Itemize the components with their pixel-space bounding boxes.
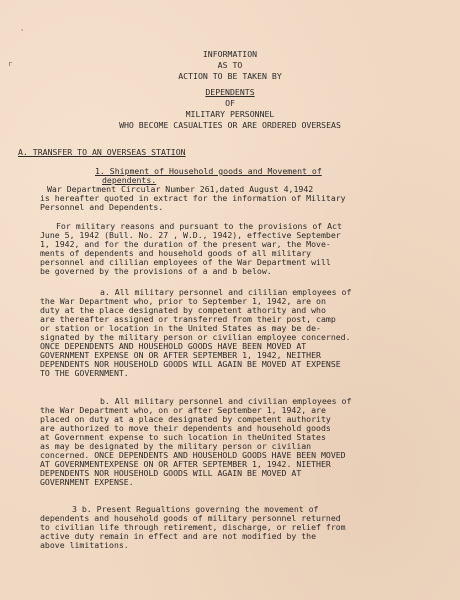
header-line-4: DEPENDENTS bbox=[205, 87, 255, 97]
para-a-line-8: GOVERNMENT EXPENSE ON OR AFTER SEPTEMBER 1, 1942, NEITHER bbox=[40, 350, 321, 360]
para-b-line-9: DEPENDENTS NOR HOUSEHOLD GOODS WILL AGAIN BE MOVED AT bbox=[40, 468, 302, 478]
para-a-line-7: ONCE DEPENDENTS AND HOUSEHOLD GOODS HAVE BEEN MOVED AT bbox=[40, 341, 307, 351]
para-b-line-6: as may be designated by the military person or civilian bbox=[40, 441, 312, 451]
p2-line-5: personnel and cililian employees of the War Department will bbox=[40, 257, 331, 267]
header-line-3: ACTION TO BE TAKEN BY bbox=[178, 71, 282, 81]
p2-line-1: For military reasons and pursuant to the provisions of Act bbox=[56, 221, 342, 231]
para-a-line-4: are thereafter assigned or transferred from their post, camp bbox=[40, 314, 336, 324]
para-b-line-7: concerned. ONCE DEPENDENTS AND HOUSEHOLD GOODS HAVE BEEN MOVED bbox=[40, 450, 346, 460]
para-a-line-9: DEPENDENTS NOR HOUSEHOLD GOODS WILL AGAIN BE MOVED AT EXPENSE bbox=[40, 359, 341, 369]
margin-mark: r bbox=[8, 60, 13, 68]
p2-line-6: be governed by the provisions of a and b below. bbox=[40, 266, 272, 276]
header-line-2: AS TO bbox=[217, 60, 243, 70]
para-b-line-5: at Government expense to such location in theUnited States bbox=[40, 432, 326, 442]
p2-line-3: 1, 1942, and for the duration of the present war, the Move- bbox=[40, 239, 331, 249]
para-a-line-2: the War Department who, prior to September 1, 1942, are on bbox=[40, 296, 326, 306]
p2-line-4: ments of dependents and household goods of all military bbox=[40, 248, 312, 258]
p1-line-2: is hereafter quoted in extract for the information of Military bbox=[40, 193, 346, 203]
para-a-line-1: a. All military personnel and cililian employees of bbox=[100, 287, 352, 297]
header-line-1: INFORMATION bbox=[202, 49, 258, 59]
para-3b-line-2: dependents and household goods of military personnel returned bbox=[40, 513, 341, 523]
para-b-line-1: b. All military personnel and civilian employees of bbox=[100, 396, 352, 406]
p1-line-3: Personnel and Dependents. bbox=[40, 202, 164, 212]
para-3b-line-3: to civilian life through retirement, discharge, or relief from bbox=[40, 522, 346, 532]
header-line-5: OF bbox=[225, 98, 235, 108]
para-a-line-5: or station or location in the United States as may be de- bbox=[40, 323, 321, 333]
para-a-line-3: duty at the place designated by competent athority and who bbox=[40, 305, 326, 315]
para-b-line-4: are authorized to move their dependents and household goods bbox=[40, 423, 331, 433]
para-b-line-3: placed on duty at a place designated by competent authority bbox=[40, 414, 331, 424]
p2-line-2: June 5, 1942 (Bull. No. 27 , W.D., 1942), effective September bbox=[40, 230, 341, 240]
header-line-6: MILITARY PERSONNEL bbox=[185, 109, 275, 119]
para-a-line-10: TO THE GOVERNMENT. bbox=[40, 368, 129, 378]
para-b-line-10: GOVERNMENT EXPENSE. bbox=[40, 477, 134, 487]
para-3b-line-1: 3 b. Present Regualtions governing the movement of bbox=[72, 504, 319, 514]
para-3b-line-5: above limitations. bbox=[40, 540, 129, 550]
para-3b-line-4: active duty remain in effect and are not modified by the bbox=[40, 531, 317, 541]
para-b-line-8: AT GOVERNMENTEXPENSE ON OR AFTER SEPTEMBER 1, 1942. NIETHER bbox=[40, 459, 331, 469]
p1-line-1: War Department Circular Number 261,dated August 4,1942 bbox=[47, 184, 314, 194]
para-a-line-6: signated by the military person or civilian employee concerned. bbox=[40, 332, 351, 342]
para-b-line-2: the War Department who, on or after September 1, 1942, are bbox=[40, 405, 326, 415]
header-line-7: WHO BECOME CASUALTIES OR ARE ORDERED OVERSEAS bbox=[119, 120, 341, 130]
section-title: A. TRANSFER TO AN OVERSEAS STATION bbox=[18, 147, 186, 157]
item1-title-2: dependents. bbox=[102, 175, 157, 185]
item1-title-1: 1. Shipment of Household goods and Movement of bbox=[95, 166, 322, 176]
margin-mark: ' bbox=[20, 28, 25, 36]
